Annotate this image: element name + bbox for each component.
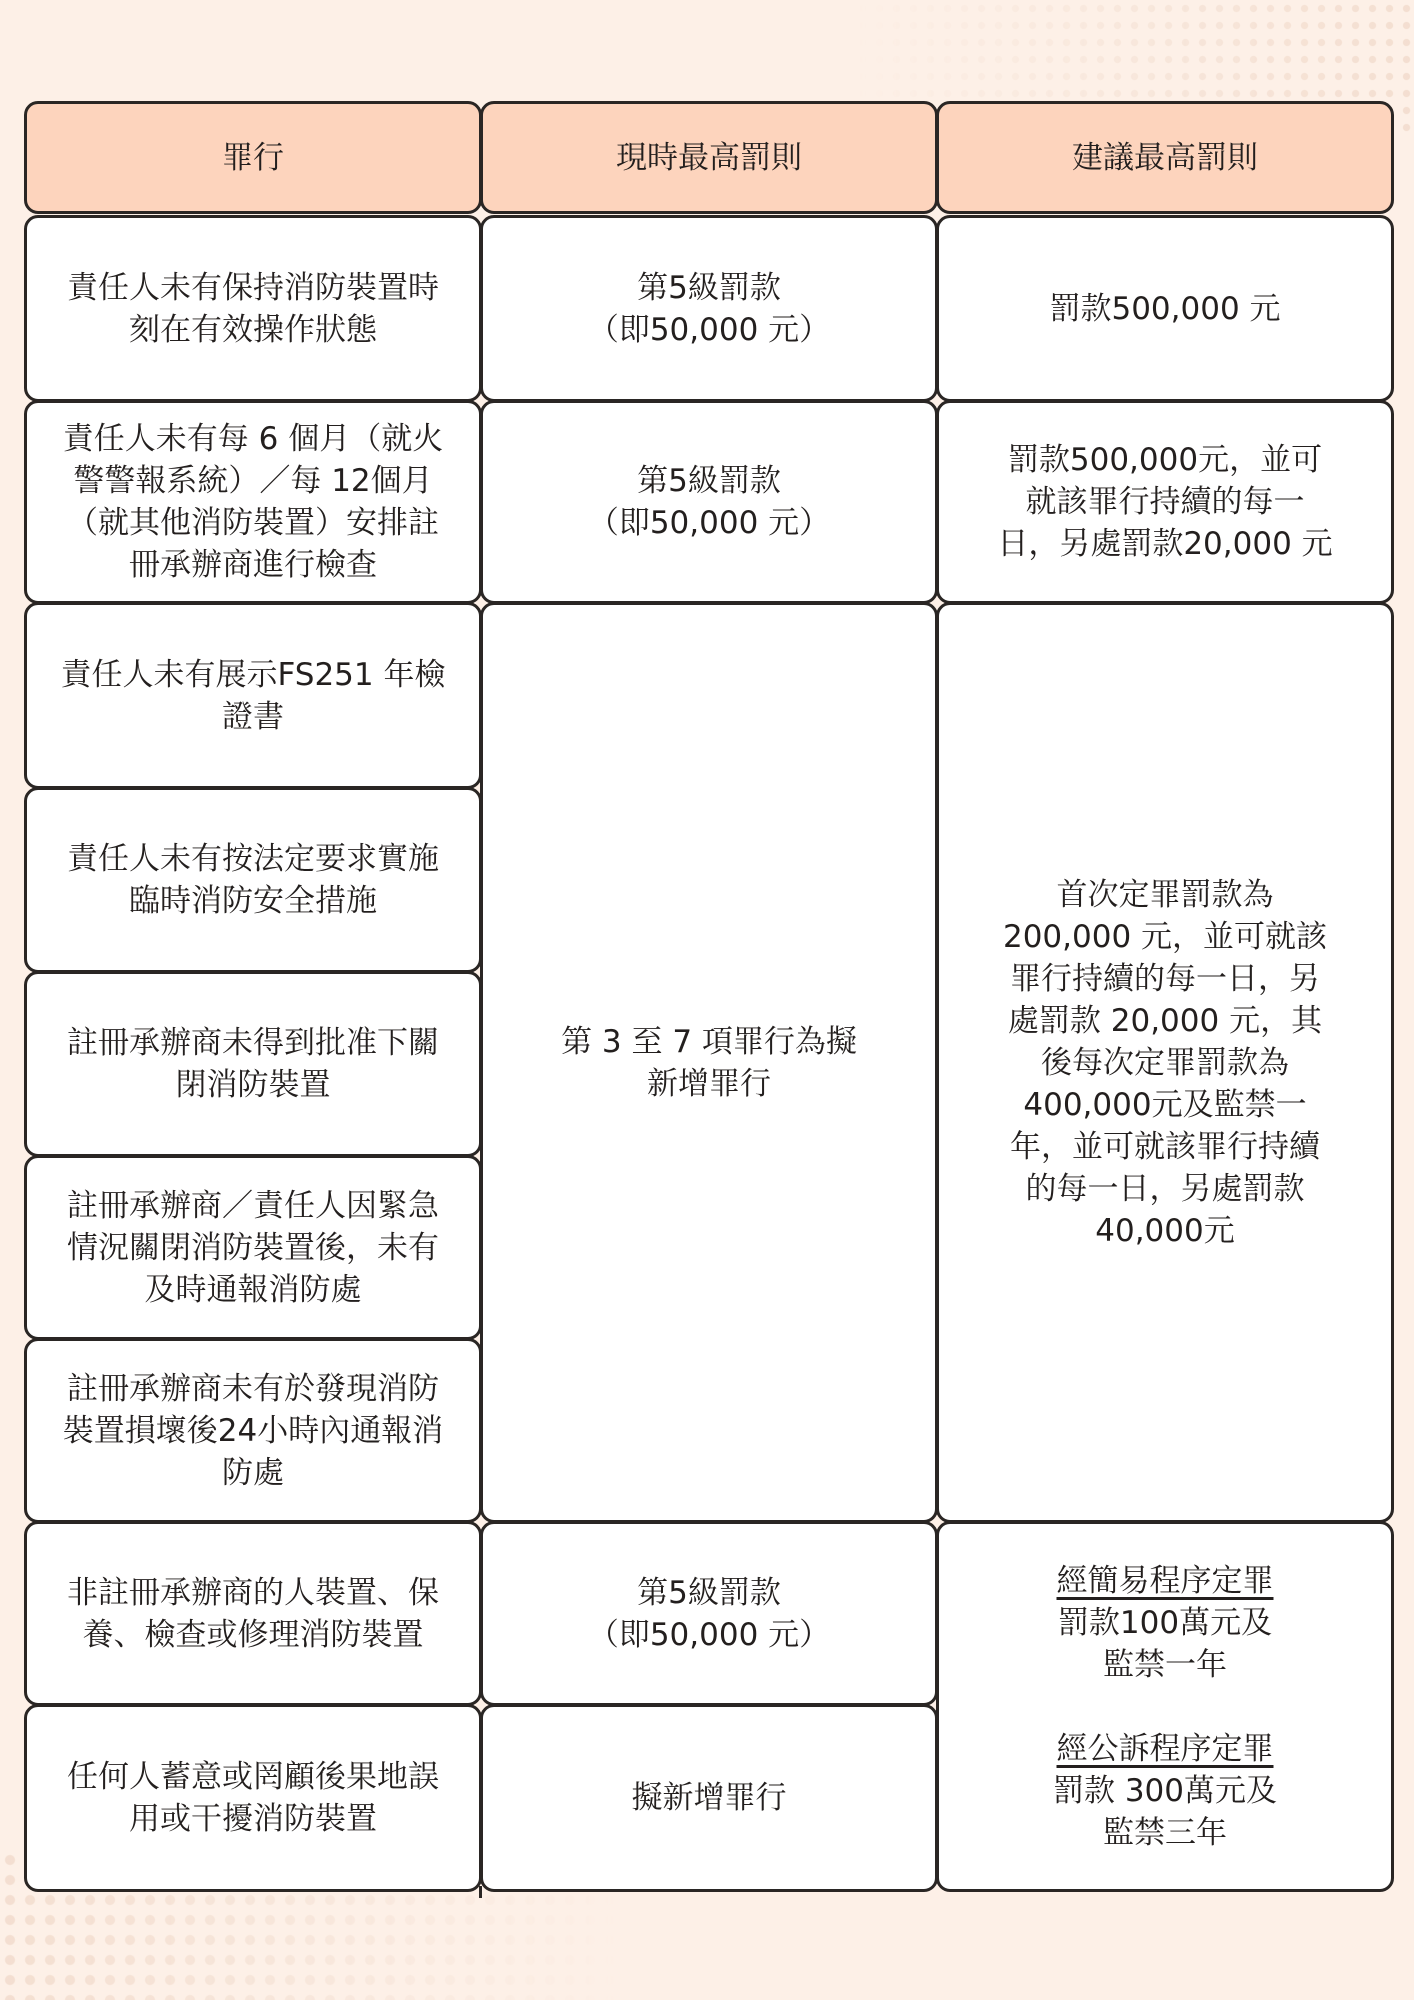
offence-cell-6: 註冊承辦商／責任人因緊急 情況關閉消防裝置後，未有 及時通報消防處 — [24, 1155, 482, 1340]
proposed-penalty-cell-3-7: 首次定罪罰款為 200,000 元，並可就該 罪行持續的每一日，另 處罰款 20,000 元，其 後每次定罪罰款為 400,000元及監禁一 年，並可就該罪行持續 的每一日，另處罰款 40,000元 — [936, 602, 1394, 1523]
column-divider-tail — [479, 1886, 482, 1898]
offence-cell-3: 責任人未有展示FS251 年檢 證書 — [24, 602, 482, 789]
proposed-penalty-cell-1: 罰款500,000 元 — [936, 215, 1394, 402]
proposed-penalty-cell-8-9: 經簡易程序定罪 罰款100萬元及 監禁一年 經公訴程序定罪 罰款 300萬元及 監禁三年 — [936, 1521, 1394, 1892]
current-penalty-cell-8: 第5級罰款 （即50,000 元） — [480, 1521, 938, 1706]
offence-cell-9: 任何人蓄意或罔顧後果地誤 用或干擾消防裝置 — [24, 1704, 482, 1892]
offence-cell-7: 註冊承辦商未有於發現消防 裝置損壞後24小時內通報消 防處 — [24, 1338, 482, 1523]
indictment-conviction-heading: 經公訴程序定罪 — [1056, 1730, 1274, 1767]
offence-cell-5: 註冊承辦商未得到批准下關 閉消防裝置 — [24, 971, 482, 1157]
header-proposed-penalty: 建議最高罰則 — [936, 101, 1394, 214]
summary-conviction-heading: 經簡易程序定罪 — [1056, 1562, 1274, 1599]
proposed-penalty-cell-2: 罰款500,000元，並可 就該罪行持續的每一 日，另處罰款20,000 元 — [936, 400, 1394, 604]
header-current-penalty: 現時最高罰則 — [480, 101, 938, 214]
offence-cell-1: 責任人未有保持消防裝置時 刻在有效操作狀態 — [24, 215, 482, 402]
current-penalty-cell-2: 第5級罰款 （即50,000 元） — [480, 400, 938, 604]
header-offence: 罪行 — [24, 101, 482, 214]
offence-cell-2: 責任人未有每 6 個月（就火 警警報系統）／每 12個月 （就其他消防裝置）安排註 冊承辦商進行檢查 — [24, 400, 482, 604]
offence-cell-8: 非註冊承辦商的人裝置、保 養、檢查或修理消防裝置 — [24, 1521, 482, 1706]
current-penalty-cell-1: 第5級罰款 （即50,000 元） — [480, 215, 938, 402]
offence-cell-4: 責任人未有按法定要求實施 臨時消防安全措施 — [24, 787, 482, 973]
current-penalty-cell-9: 擬新增罪行 — [480, 1704, 938, 1892]
current-penalty-cell-3-7: 第 3 至 7 項罪行為擬 新增罪行 — [480, 602, 938, 1523]
